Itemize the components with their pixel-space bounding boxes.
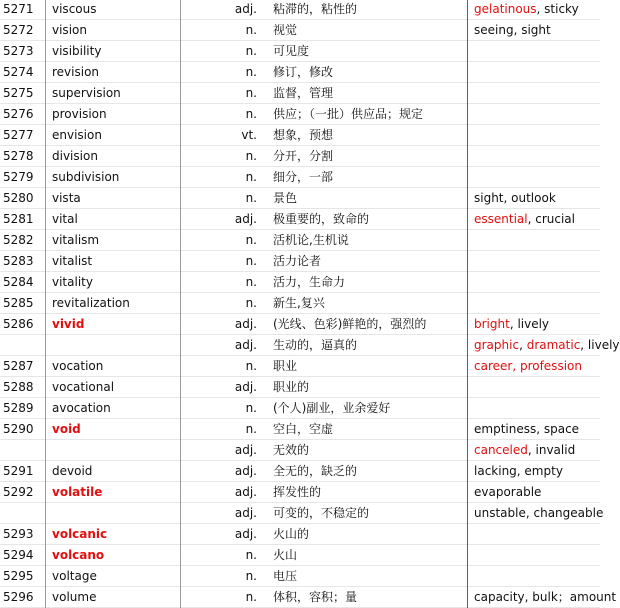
- synonym-highlighted: graphic: [474, 338, 520, 352]
- chinese-definition: 想象，预想: [261, 125, 468, 146]
- part-of-speech: n.: [245, 170, 257, 184]
- entry-number: [0, 440, 46, 461]
- chinese-definition: 供应；（一批）供应品；规定: [261, 104, 468, 125]
- table-row: [0, 125, 600, 146]
- entry-number: 5295: [0, 566, 46, 587]
- entry-number: 5276: [0, 104, 46, 125]
- synonyms: [468, 314, 601, 335]
- synonyms: [468, 0, 601, 20]
- table-row: [0, 335, 600, 356]
- table-row: [0, 377, 600, 398]
- entry-number: [0, 503, 46, 524]
- part-of-speech: n.: [245, 191, 257, 205]
- entry-number: [0, 335, 46, 356]
- chinese-definition: 活力，生命力: [261, 272, 468, 293]
- headword: subdivision: [46, 167, 181, 188]
- headword: vital: [46, 209, 181, 230]
- part-of-speech: n.: [245, 359, 257, 373]
- table-row: [0, 356, 600, 377]
- headword: voltage: [46, 566, 181, 587]
- synonyms: [468, 524, 601, 545]
- synonyms: [468, 125, 601, 146]
- part-of-speech: n.: [245, 254, 257, 268]
- part-of-speech: n.: [245, 107, 257, 121]
- chinese-definition: (个人)副业，业余爱好: [261, 398, 468, 419]
- synonym-text: ,: [519, 338, 527, 352]
- entry-number: 5272: [0, 20, 46, 41]
- synonyms: [468, 230, 601, 251]
- synonyms: [468, 587, 617, 608]
- entry-number: 5281: [0, 209, 46, 230]
- entry-number: 5286: [0, 314, 46, 335]
- headword: viscous: [46, 0, 181, 20]
- chinese-definition: 职业: [261, 356, 468, 377]
- chinese-definition: 可变的，不稳定的: [261, 503, 468, 524]
- headword: volcano: [46, 545, 181, 566]
- synonyms: [468, 41, 601, 62]
- table-row: [0, 20, 600, 41]
- entry-number: 5273: [0, 41, 46, 62]
- chinese-definition: 体积，容积；量: [261, 587, 468, 608]
- entry-number: 5283: [0, 251, 46, 272]
- synonym-text: , sticky: [536, 2, 579, 16]
- synonyms: [468, 251, 601, 272]
- part-of-speech: n.: [245, 548, 257, 562]
- headword: provision: [46, 104, 181, 125]
- chinese-definition: 极重要的，致命的: [261, 209, 468, 230]
- table-row: [0, 62, 600, 83]
- synonym-text: , lively: [580, 338, 620, 352]
- headword: vitalist: [46, 251, 181, 272]
- table-row: [0, 419, 600, 440]
- table-row: [0, 587, 600, 608]
- table-row: [0, 146, 600, 167]
- part-of-speech: adj.: [234, 464, 257, 478]
- headword: void: [46, 419, 181, 440]
- synonyms: [468, 398, 601, 419]
- table-row: [0, 251, 600, 272]
- entry-number: 5277: [0, 125, 46, 146]
- entry-number: 5280: [0, 188, 46, 209]
- synonym-text: lacking, empty: [474, 464, 563, 478]
- synonyms: [468, 461, 601, 482]
- entry-number: 5292: [0, 482, 46, 503]
- chinese-definition: 视觉: [261, 20, 468, 41]
- chinese-definition: 分开，分割: [261, 146, 468, 167]
- synonym-text: emptiness, space: [474, 422, 580, 436]
- synonym-text: unstable, changeable: [474, 506, 604, 520]
- entry-number: 5287: [0, 356, 46, 377]
- entry-number: 5289: [0, 398, 46, 419]
- synonyms: [468, 482, 601, 503]
- part-of-speech: adj.: [234, 506, 257, 520]
- chinese-definition: 活力论者: [261, 251, 468, 272]
- synonyms: [468, 83, 601, 104]
- chinese-definition: 新生,复兴: [261, 293, 468, 314]
- synonyms: [468, 146, 601, 167]
- table-row: [0, 440, 600, 461]
- synonym-text: seeing, sight: [474, 23, 551, 37]
- entry-number: 5274: [0, 62, 46, 83]
- synonyms: [468, 377, 601, 398]
- synonyms: [468, 545, 601, 566]
- chinese-definition: 细分，一部: [261, 167, 468, 188]
- entry-number: 5293: [0, 524, 46, 545]
- entry-number: 5290: [0, 419, 46, 440]
- chinese-definition: 粘滞的，粘性的: [261, 0, 468, 20]
- table-row: [0, 524, 600, 545]
- synonyms: [468, 188, 601, 209]
- synonyms: [468, 503, 604, 524]
- part-of-speech: n.: [245, 86, 257, 100]
- synonym-highlighted: dramatic: [526, 338, 581, 352]
- entry-number: 5288: [0, 377, 46, 398]
- table-row: [0, 104, 600, 125]
- synonym-highlighted: essential: [474, 212, 528, 226]
- chinese-definition: 全无的，缺乏的: [261, 461, 468, 482]
- entry-number: 5284: [0, 272, 46, 293]
- chinese-definition: 火山: [261, 545, 468, 566]
- headword: division: [46, 146, 181, 167]
- entry-number: 5291: [0, 461, 46, 482]
- chinese-definition: 无效的: [261, 440, 468, 461]
- table-row: [0, 503, 600, 524]
- part-of-speech: n.: [245, 23, 257, 37]
- synonym-text: sight, outlook: [474, 191, 556, 205]
- entry-number: 5275: [0, 83, 46, 104]
- part-of-speech: n.: [245, 590, 257, 604]
- table-row: [0, 461, 600, 482]
- headword: vitalism: [46, 230, 181, 251]
- synonyms: [468, 209, 601, 230]
- synonym-text: , lively: [509, 317, 550, 331]
- entry-number: 5282: [0, 230, 46, 251]
- headword: vitality: [46, 272, 181, 293]
- part-of-speech: adj.: [234, 485, 257, 499]
- synonyms: [468, 566, 601, 587]
- headword: vista: [46, 188, 181, 209]
- synonyms: [468, 293, 601, 314]
- chinese-definition: 活机论,生机说: [261, 230, 468, 251]
- synonym-highlighted: career, profession: [474, 359, 582, 373]
- chinese-definition: (光线、色彩)鲜艳的，强烈的: [261, 314, 468, 335]
- chinese-definition: 可见度: [261, 41, 468, 62]
- table-row: [0, 230, 600, 251]
- chinese-definition: 电压: [261, 566, 468, 587]
- synonyms: [468, 356, 601, 377]
- part-of-speech: n.: [245, 65, 257, 79]
- chinese-definition: 职业的: [261, 377, 468, 398]
- entry-number: 5279: [0, 167, 46, 188]
- part-of-speech: adj.: [234, 443, 257, 457]
- chinese-definition: 火山的: [261, 524, 468, 545]
- part-of-speech: vt.: [241, 128, 257, 142]
- synonym-highlighted: gelatinous: [474, 2, 537, 16]
- headword: [46, 440, 181, 461]
- synonyms: [468, 104, 601, 125]
- part-of-speech: n.: [245, 569, 257, 583]
- table-row: [0, 209, 600, 230]
- part-of-speech: n.: [245, 275, 257, 289]
- part-of-speech: n.: [245, 149, 257, 163]
- part-of-speech: adj.: [234, 527, 257, 541]
- headword: avocation: [46, 398, 181, 419]
- part-of-speech: adj.: [234, 338, 257, 352]
- headword: [46, 335, 181, 356]
- entry-number: 5285: [0, 293, 46, 314]
- synonyms: [468, 272, 601, 293]
- entry-number: 5278: [0, 146, 46, 167]
- table-row: [0, 167, 600, 188]
- table-row: [0, 566, 600, 587]
- headword: volatile: [46, 482, 181, 503]
- table-row: [0, 272, 600, 293]
- chinese-definition: 监督，管理: [261, 83, 468, 104]
- synonyms: [468, 335, 620, 356]
- part-of-speech: adj.: [234, 212, 257, 226]
- part-of-speech: n.: [245, 296, 257, 310]
- table-row: [0, 545, 600, 566]
- chinese-definition: 挥发性的: [261, 482, 468, 503]
- headword: vivid: [46, 314, 181, 335]
- headword: vocation: [46, 356, 181, 377]
- chinese-definition: 景色: [261, 188, 468, 209]
- synonyms: [468, 167, 601, 188]
- headword: [46, 503, 181, 524]
- synonyms: [468, 419, 601, 440]
- table-row: [0, 293, 600, 314]
- headword: revitalization: [46, 293, 181, 314]
- headword: supervision: [46, 83, 181, 104]
- entry-number: 5271: [0, 0, 46, 20]
- headword: revision: [46, 62, 181, 83]
- part-of-speech: n.: [245, 401, 257, 415]
- headword: vision: [46, 20, 181, 41]
- part-of-speech: n.: [245, 44, 257, 58]
- table-row: [0, 314, 600, 335]
- entry-number: 5296: [0, 587, 46, 608]
- part-of-speech: n.: [245, 422, 257, 436]
- headword: envision: [46, 125, 181, 146]
- entry-number: 5294: [0, 545, 46, 566]
- synonym-text: , crucial: [527, 212, 575, 226]
- synonyms: [468, 440, 601, 461]
- chinese-definition: 生动的，逼真的: [261, 335, 468, 356]
- table-row: [0, 83, 600, 104]
- synonym-highlighted: canceled: [474, 443, 528, 457]
- synonyms: [468, 62, 601, 83]
- chinese-definition: 修订，修改: [261, 62, 468, 83]
- table-row: [0, 398, 600, 419]
- part-of-speech: n.: [245, 233, 257, 247]
- headword: volume: [46, 587, 181, 608]
- synonym-text: evaporable: [474, 485, 542, 499]
- headword: volcanic: [46, 524, 181, 545]
- synonym-text: , invalid: [527, 443, 576, 457]
- synonym-text: capacity, bulk；amount: [474, 590, 617, 604]
- headword: visibility: [46, 41, 181, 62]
- table-row: [0, 188, 600, 209]
- table-row: [0, 482, 600, 503]
- synonym-highlighted: bright: [474, 317, 510, 331]
- headword: vocational: [46, 377, 181, 398]
- headword: devoid: [46, 461, 181, 482]
- table-row: [0, 0, 600, 20]
- chinese-definition: 空白，空虚: [261, 419, 468, 440]
- synonyms: [468, 20, 601, 41]
- part-of-speech: adj.: [234, 380, 257, 394]
- part-of-speech: adj.: [234, 2, 257, 16]
- table-row: [0, 41, 600, 62]
- part-of-speech: adj.: [234, 317, 257, 331]
